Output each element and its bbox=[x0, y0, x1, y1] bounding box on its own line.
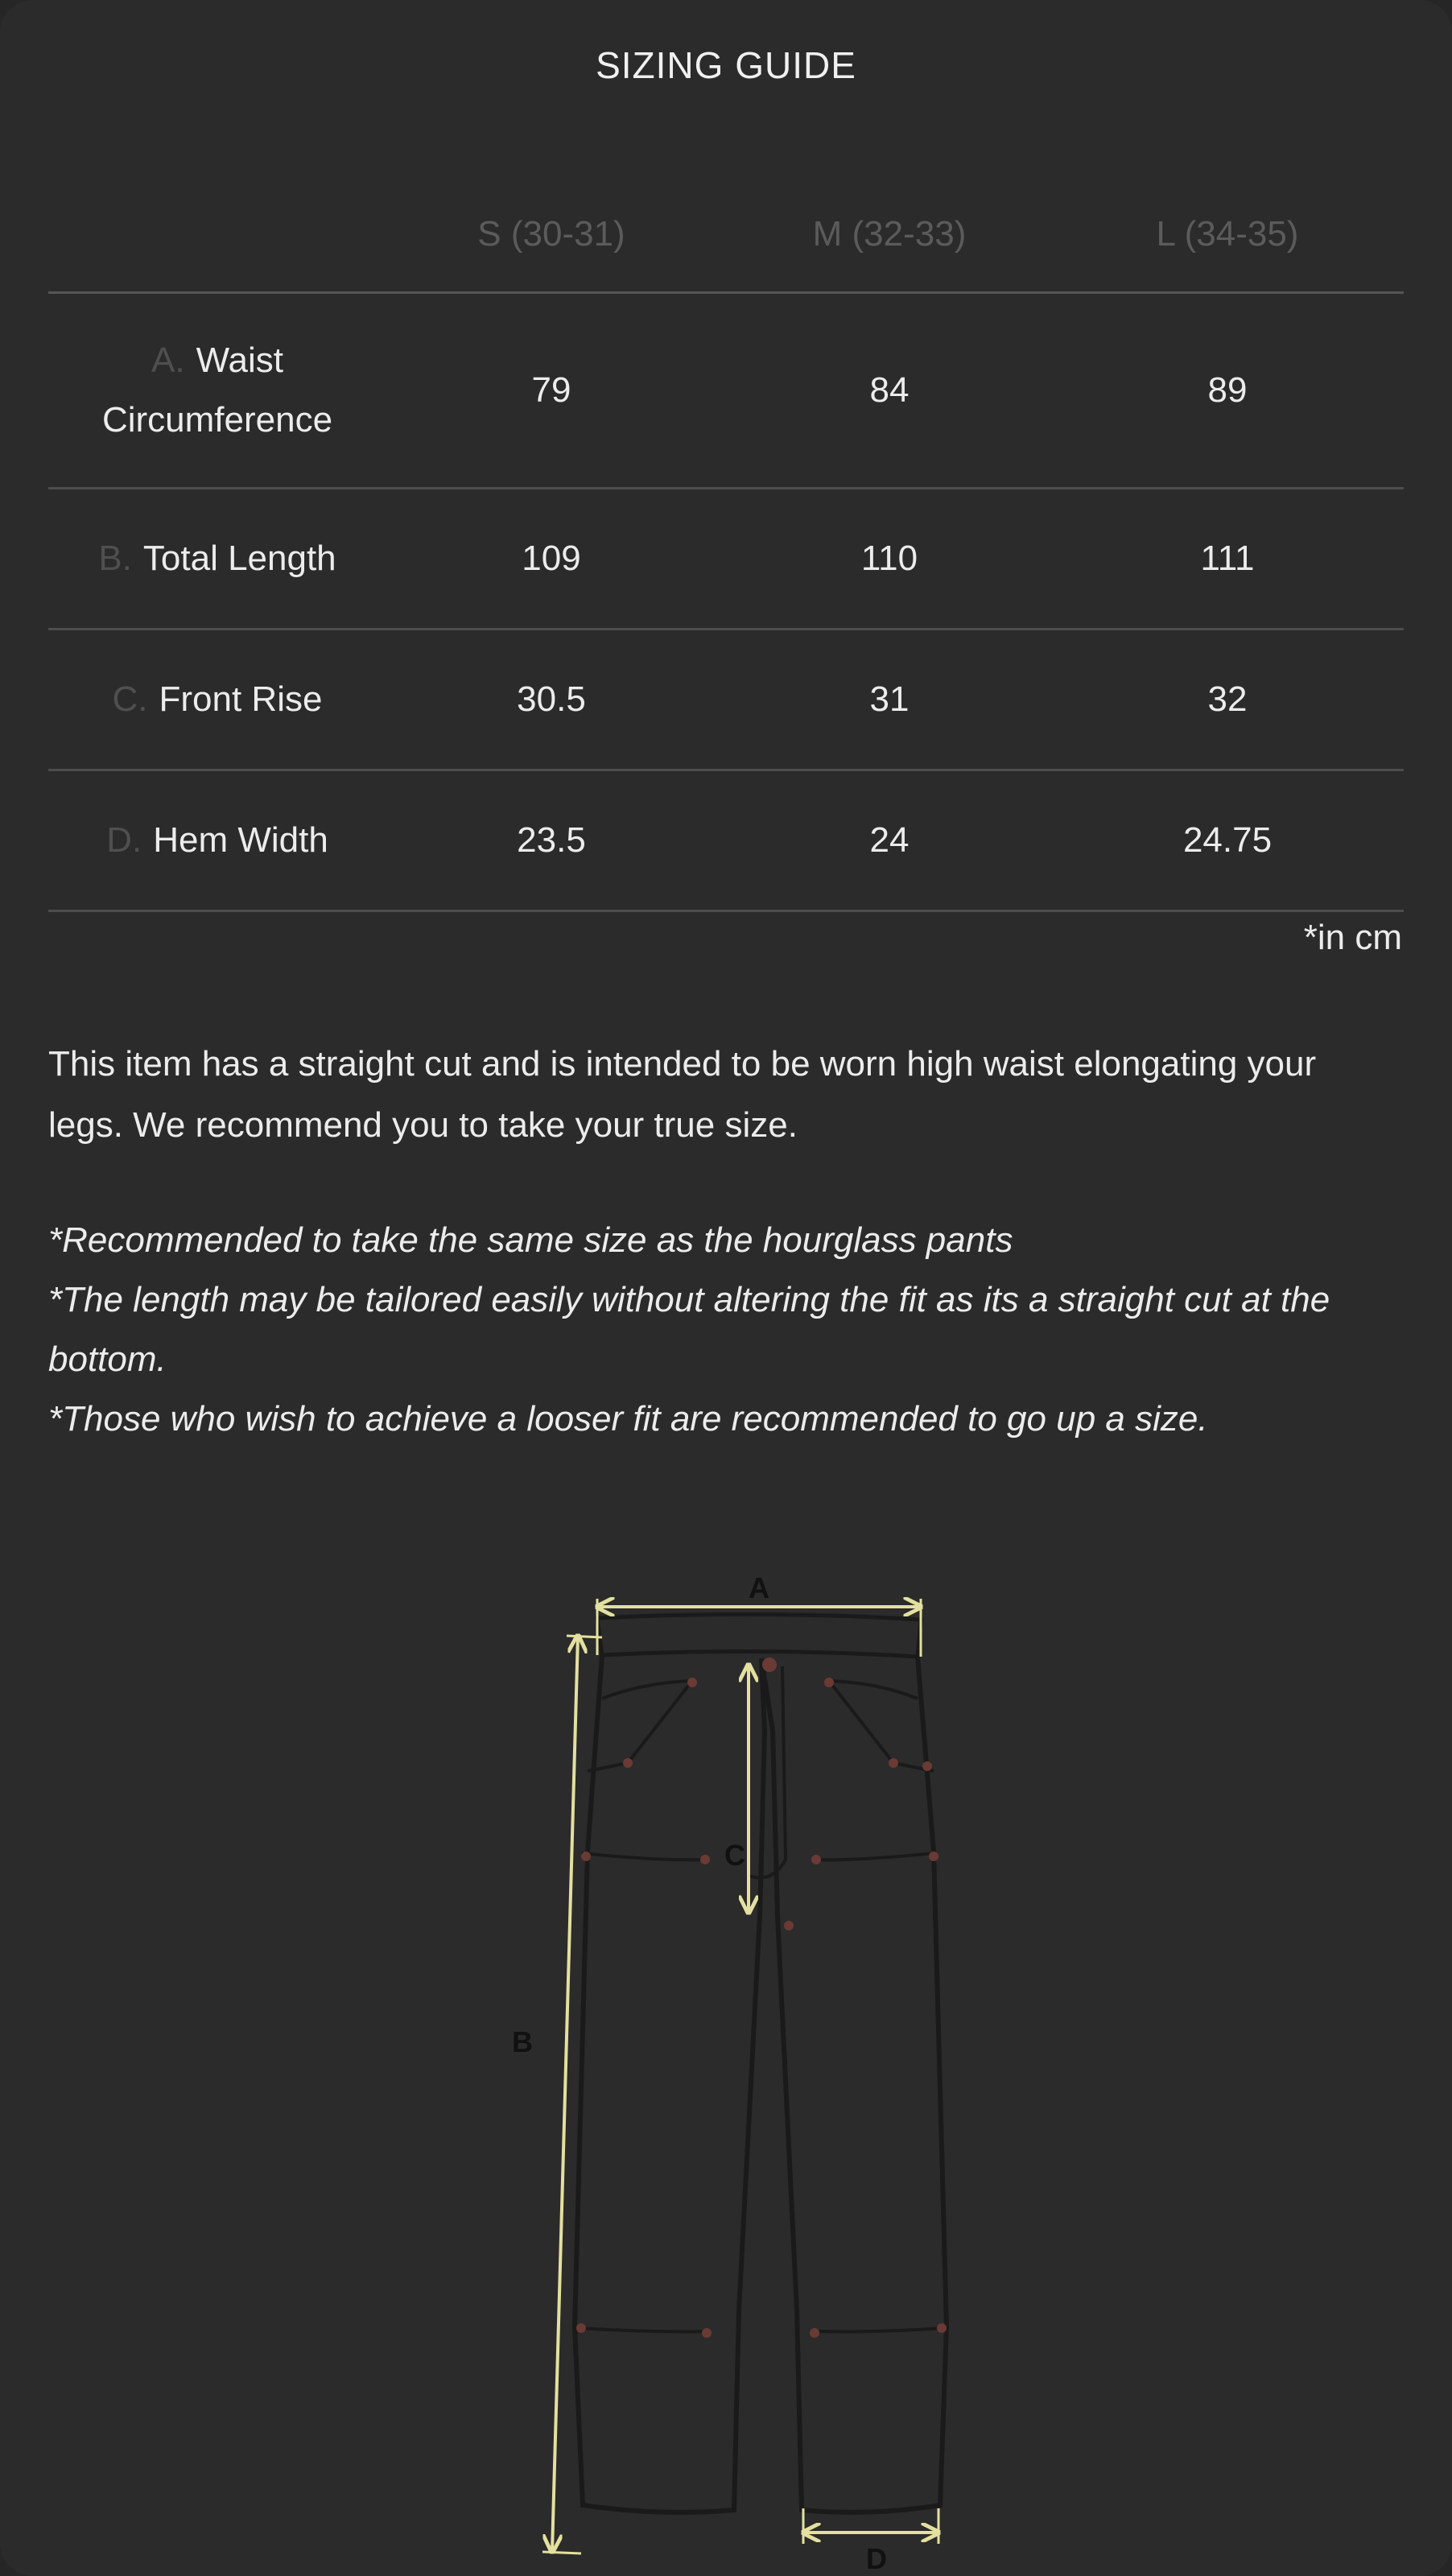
value-cell: 23.5 bbox=[517, 820, 586, 860]
header-size-l: L (34-35) bbox=[1156, 214, 1299, 254]
arrow-b-tick-bottom bbox=[542, 2552, 581, 2553]
value-cell: 109 bbox=[522, 539, 581, 578]
measure-letter: D. bbox=[106, 820, 142, 860]
measure-label-waist bbox=[48, 294, 386, 487]
header-size-m: M (32-33) bbox=[812, 214, 967, 254]
table-header-empty bbox=[48, 177, 386, 291]
measure-label-front-rise bbox=[48, 630, 386, 769]
table-header-row bbox=[48, 177, 1404, 294]
value-cell: 110 bbox=[860, 539, 918, 578]
value-cell: 24.75 bbox=[1182, 820, 1273, 860]
value-cell: 30.5 bbox=[517, 679, 586, 719]
measure-label-line2: Circumference bbox=[101, 400, 333, 440]
fit-description-line: This item has a straight cut and is intended to be worn high waist elongating your bbox=[48, 1044, 1317, 1084]
value-cell: 89 bbox=[1207, 370, 1248, 410]
fit-note: bottom. bbox=[48, 1340, 167, 1379]
diagram-label-b: B bbox=[512, 2025, 533, 2058]
fit-notes bbox=[48, 1211, 1433, 1449]
measure-label-text: Hem Width bbox=[153, 820, 328, 860]
pants-rivets bbox=[576, 1678, 947, 2338]
measure-label-text: Front Rise bbox=[159, 679, 323, 719]
value-cell: 24 bbox=[869, 820, 910, 860]
pants-left-seam-knee bbox=[578, 2328, 708, 2332]
measure-letter: C. bbox=[112, 679, 148, 719]
fit-description-line: legs. We recommend you to take your true size. bbox=[48, 1105, 798, 1145]
size-table bbox=[48, 177, 1404, 912]
header-size-s: S (30-31) bbox=[477, 214, 625, 254]
arrow-b-total-length bbox=[552, 1636, 578, 2552]
pants-right-leg-outline bbox=[761, 1657, 947, 2512]
fit-note: *Recommended to take the same size as the hourglass pants bbox=[48, 1220, 1013, 1260]
page-title: SIZING GUIDE bbox=[596, 44, 856, 86]
pants-right-seam-knee bbox=[813, 2328, 945, 2332]
pants-left-leg-outline bbox=[575, 1655, 765, 2512]
table-row bbox=[48, 630, 1404, 771]
measure-letter: A. bbox=[151, 341, 185, 380]
value-cell: 84 bbox=[869, 370, 910, 410]
arrow-b-tick-top bbox=[567, 1636, 602, 1637]
unit-note: *in cm bbox=[1303, 918, 1402, 957]
table-row bbox=[48, 294, 1404, 489]
measure-label-text: Total Length bbox=[142, 539, 336, 578]
pants-right-pocket bbox=[829, 1681, 934, 1771]
diagram-label-d: D bbox=[866, 2542, 887, 2575]
value-cell: 32 bbox=[1207, 679, 1248, 719]
fit-note: *The length may be tailored easily without altering the fit as its a straight cut at the bbox=[48, 1280, 1330, 1319]
measure-label-total-length bbox=[48, 489, 386, 628]
pants-fly bbox=[749, 1666, 786, 1878]
pants-left-pocket bbox=[588, 1681, 692, 1771]
pants-right-seam-upper bbox=[813, 1853, 935, 1860]
value-cell: 111 bbox=[1200, 539, 1255, 578]
fit-description bbox=[48, 1034, 1417, 1156]
table-row bbox=[48, 489, 1404, 630]
pants-waistband bbox=[597, 1614, 921, 1657]
pants-button bbox=[762, 1657, 777, 1672]
measure-label-hem-width bbox=[48, 771, 386, 910]
table-row bbox=[48, 771, 1404, 912]
diagram-label-a: A bbox=[749, 1571, 769, 1604]
diagram-label-c: C bbox=[724, 1839, 745, 1872]
pants-left-seam-upper bbox=[581, 1853, 708, 1860]
measure-label-line1: Waist bbox=[196, 341, 283, 380]
measure-letter: B. bbox=[98, 539, 132, 578]
value-cell: 79 bbox=[531, 370, 571, 410]
fit-note: *Those who wish to achieve a looser fit are recommended to go up a size. bbox=[48, 1399, 1208, 1439]
value-cell: 31 bbox=[869, 679, 910, 719]
